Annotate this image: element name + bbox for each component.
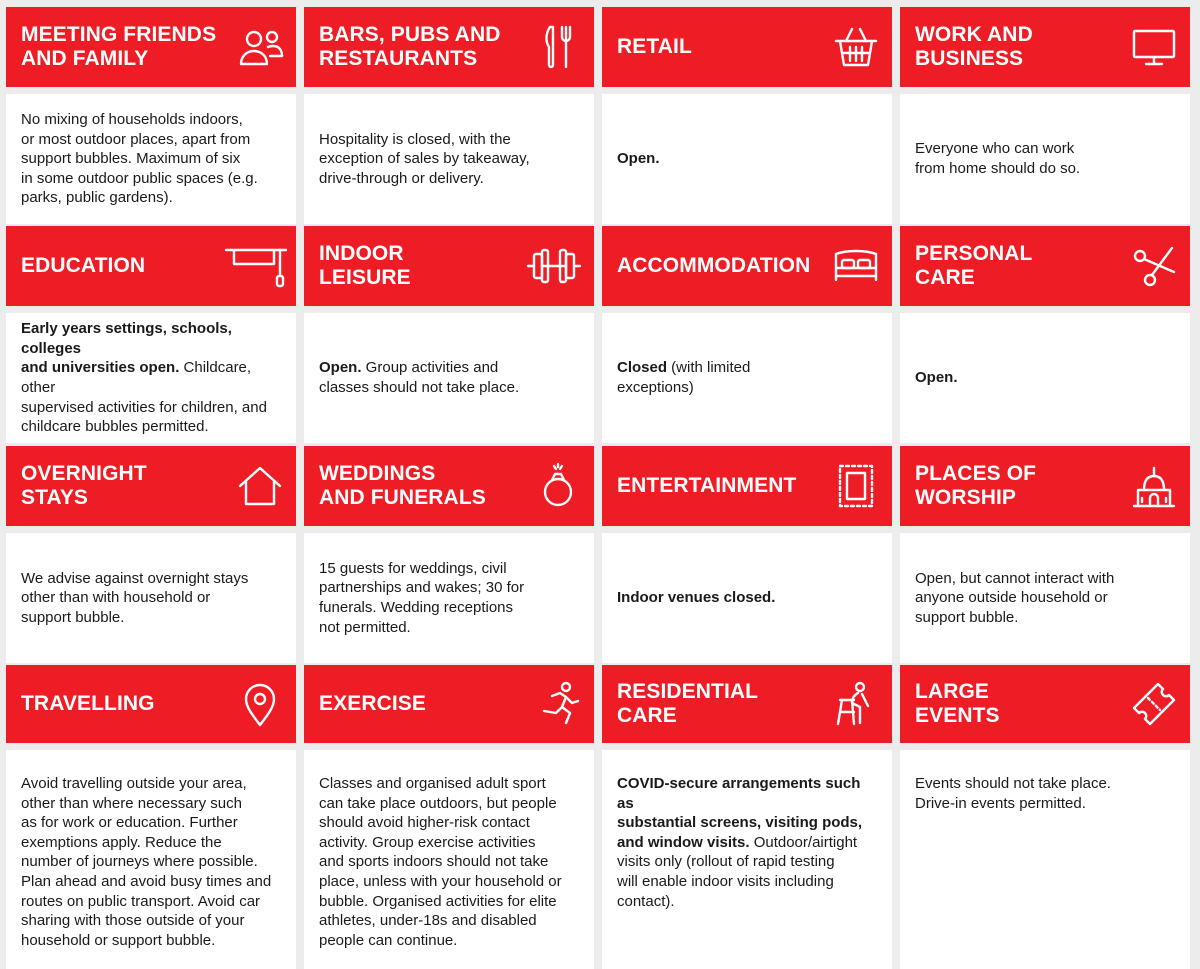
card-description: Open. Group activities and classes should not take place. [319, 359, 520, 396]
card-header [6, 446, 296, 526]
card-body [304, 750, 594, 969]
card-header [6, 665, 296, 743]
cutlery-icon [534, 23, 582, 71]
card-title: RESIDENTIAL CARE [617, 680, 759, 727]
card-title: MEETING FRIENDS AND FAMILY [21, 23, 217, 70]
card-header [304, 665, 594, 743]
card-title: INDOOR LEISURE [319, 242, 411, 289]
card-title: RETAIL [617, 35, 692, 58]
card-description: Events should not take place. Drive-in events permitted. [915, 775, 1111, 812]
card-description: Early years settings, schools, colleges and universities open. Childcare, other supervised activities for children, and childcare bubbles permitted. [21, 320, 267, 436]
card-description: Indoor venues closed. [617, 589, 776, 607]
card-body [602, 313, 892, 443]
stamp-frame-icon [832, 462, 880, 510]
place-of-worship-icon [1130, 462, 1178, 510]
card-body [6, 94, 296, 224]
card-header [900, 7, 1190, 87]
scissors-icon [1130, 242, 1178, 290]
card-body [6, 750, 296, 969]
card-description: Open. [915, 369, 958, 387]
house-icon [236, 462, 284, 510]
card-title: ENTERTAINMENT [617, 474, 797, 497]
ticket-icon [1130, 680, 1178, 728]
bed-icon [832, 242, 880, 290]
card-description: Open, but cannot interact with anyone outside household or support bubble. [915, 569, 1115, 626]
card-title: EXERCISE [319, 692, 426, 715]
shopping-basket-icon [832, 23, 880, 71]
people-icon [236, 23, 284, 71]
card-header [900, 226, 1190, 306]
monitor-icon [1130, 23, 1178, 71]
card-header [602, 226, 892, 306]
card-description: COVID-secure arrangements such as substantial screens, visiting pods, and window visits. Outdoor/airtight visits only (rollout of rapid testing will enable indoor visits including contact). [617, 775, 863, 910]
card-description: No mixing of households indoors, or most outdoor places, apart from support bubbles. Maximum of six in some outdoor public spaces (e.g. parks, public gardens). [21, 111, 258, 207]
card-title: LARGE EVENTS [915, 680, 1000, 727]
card-header [304, 7, 594, 87]
card-description: Hospitality is closed, with the exception of sales by takeaway, drive-through or delivery. [319, 130, 530, 187]
card-header [602, 665, 892, 743]
card-body [900, 94, 1190, 224]
card-header [304, 446, 594, 526]
walking-frame-icon [832, 680, 880, 728]
card-title: PLACES OF WORSHIP [915, 462, 1037, 509]
dumbbell-icon [526, 242, 582, 290]
card-description: Avoid travelling outside your area, other than where necessary such as for work or education. Further exemptions apply. Reduce the number of journeys where possible. Plan ahead and avoid busy times and routes on public transport. Avoid car sharing with those outside of your household or support bubble. [21, 775, 272, 949]
card-header [6, 7, 296, 87]
card-header [900, 446, 1190, 526]
card-description: Open. [617, 150, 660, 168]
card-body [304, 94, 594, 224]
card-body [900, 750, 1190, 969]
card-body [304, 533, 594, 663]
running-person-icon [534, 680, 582, 728]
card-title: PERSONAL CARE [915, 242, 1033, 289]
card-header [602, 7, 892, 87]
card-description: Everyone who can work from home should do so. [915, 140, 1081, 177]
card-body [900, 313, 1190, 443]
card-body [6, 313, 296, 443]
card-description: We advise against overnight stays other than with household or support bubble. [21, 569, 249, 626]
card-title: BARS, PUBS AND RESTAURANTS [319, 23, 501, 70]
card-title: WORK AND BUSINESS [915, 23, 1033, 70]
card-title: ACCOMMODATION [617, 254, 811, 277]
card-description: 15 guests for weddings, civil partnerships and wakes; 30 for funerals. Wedding receptions not permitted. [319, 559, 525, 636]
card-body [602, 750, 892, 969]
card-header [6, 226, 296, 306]
card-body [900, 533, 1190, 663]
graduation-cap-icon [224, 242, 288, 290]
card-description: Classes and organised adult sport can take place outdoors, but people should avoid higher-risk contact activity. Group exercise activities and sports indoors should not take place, unless with your household or bubble. Organised activities for elite athletes, under-18s and disabled people can continue. [319, 775, 562, 949]
card-header [900, 665, 1190, 743]
card-description: Closed (with limited exceptions) [617, 359, 751, 396]
card-title: EDUCATION [21, 254, 146, 277]
card-header [602, 446, 892, 526]
card-title: TRAVELLING [21, 692, 155, 715]
card-title: WEDDINGS AND FUNERALS [319, 462, 486, 509]
card-title: OVERNIGHT STAYS [21, 462, 147, 509]
card-body [602, 94, 892, 224]
card-body [602, 533, 892, 663]
card-body [6, 533, 296, 663]
card-body [304, 313, 594, 443]
ring-icon [534, 462, 582, 510]
location-pin-icon [236, 680, 284, 728]
card-header [304, 226, 594, 306]
